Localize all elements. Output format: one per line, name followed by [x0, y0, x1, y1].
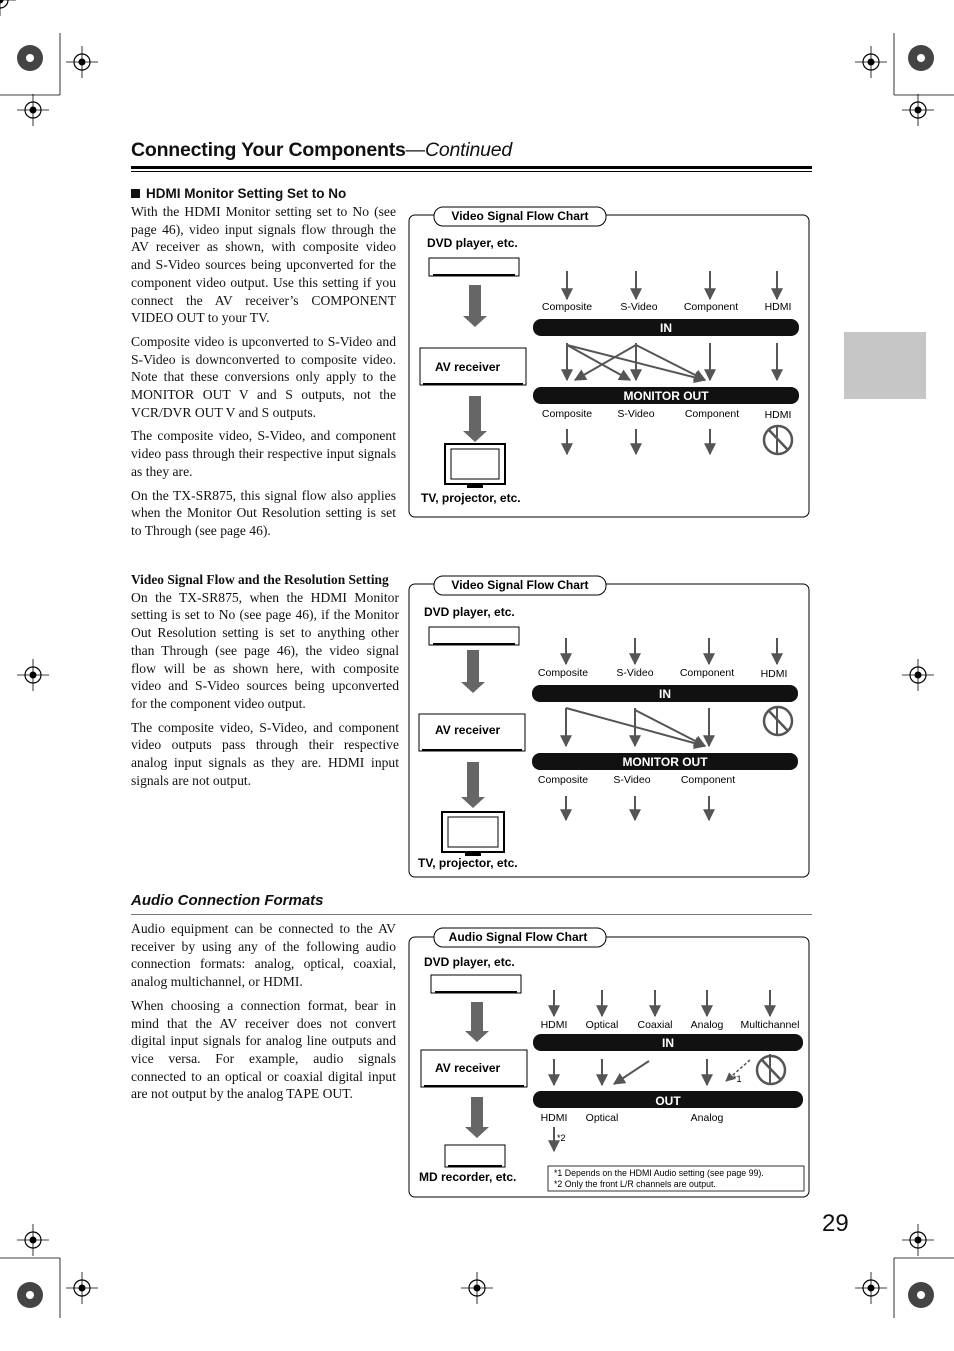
- video-flow-chart-1: [405, 203, 815, 521]
- in-label: Multichannel: [740, 1019, 800, 1031]
- down-arrow-icon: [465, 1002, 489, 1042]
- dvd-player-icon: [429, 627, 519, 645]
- in-label: S-Video: [616, 667, 654, 679]
- prohibited-icon: [757, 1054, 785, 1084]
- in-label: HDMI: [760, 668, 788, 680]
- out-label: Component: [680, 774, 736, 786]
- source-label: DVD player, etc.: [424, 605, 515, 619]
- display-label: TV, projector, etc.: [421, 491, 521, 505]
- hdmi-section-body: [131, 203, 396, 546]
- out-label: HDMI: [540, 1112, 568, 1124]
- paragraph: When choosing a connection format, bear in mind that the AV receiver does not convert digital input signals for analog line outputs and vice versa. For example, audio signals connected to an optical or coaxial digital input are not output by the analog TAPE OUT.: [131, 997, 396, 1102]
- in-label: Composite: [541, 301, 593, 313]
- audio-section-rule: [131, 914, 812, 915]
- receiver-label: AV receiver: [435, 360, 501, 374]
- section-tab: [844, 332, 926, 399]
- out-label: Composite: [537, 774, 589, 786]
- footnote-mark: *2: [557, 1133, 566, 1143]
- in-label: S-Video: [620, 301, 658, 313]
- paragraph: On the TX-SR875, when the HDMI Monitor setting is set to No (see page 46), if the Monitor Out Resolution setting is set to anything other than Through (see page 46), the video signal flow will be as shown here, with composite video and S-Video sources being upconverted for the component video output.: [131, 589, 399, 711]
- chart-title: Video Signal Flow Chart: [451, 209, 589, 223]
- in-bar-label: IN: [659, 687, 671, 701]
- page-number: 29: [822, 1210, 849, 1237]
- resolution-section-heading: Video Signal Flow and the Resolution Setting: [131, 572, 389, 587]
- page-title: Connecting Your Components—Continued: [131, 139, 513, 161]
- in-bar-label: IN: [662, 1036, 674, 1050]
- paragraph: With the HDMI Monitor setting set to No (see page 46), video input signals flow through the AV receiver as shown, with composite video and S-Video sources being upconverted for the component video output. Use this setting if you connect the AV receiver’s COMPONENT VIDEO OUT to your TV.: [131, 204, 396, 326]
- receiver-label: AV receiver: [435, 1061, 501, 1075]
- paragraph: Composite video is upconverted to S-Video and S-Video is downconverted to composite video. Note that these conversions only apply to the MONITOR OUT V and S outputs, not the VCR/DVR OUT V and S outputs.: [131, 333, 396, 420]
- audio-section-title: Audio Connection Formats: [131, 892, 324, 909]
- video-flow-chart-2: [405, 572, 815, 882]
- audio-flow-chart: [405, 924, 815, 1202]
- footnote: *1 Depends on the HDMI Audio setting (see page 99).: [554, 1168, 764, 1178]
- in-bar-label: IN: [660, 321, 672, 335]
- footnote-mark: *1: [733, 1074, 742, 1084]
- in-label: Component: [679, 667, 735, 679]
- prohibited-icon: [764, 706, 792, 735]
- source-label: DVD player, etc.: [427, 236, 518, 250]
- down-arrow-icon: [465, 1097, 489, 1138]
- chart-title: Video Signal Flow Chart: [451, 578, 589, 592]
- recorder-label: MD recorder, etc.: [419, 1170, 517, 1184]
- out-label: Component: [684, 408, 740, 420]
- out-label: S-Video: [617, 408, 655, 420]
- resolution-section-body: [131, 571, 399, 795]
- down-arrow-icon: [463, 396, 487, 442]
- down-arrow-icon: [461, 762, 485, 808]
- audio-section-body: [131, 920, 396, 1109]
- dvd-player-icon: [431, 975, 521, 993]
- paragraph: The composite video, S-Video, and component video pass through their respective input signals as they are.: [131, 428, 396, 479]
- paragraph: Audio equipment can be connected to the AV receiver by using any of the following audio connection formats: analog, optical, coaxial, analog multichannel, or HDMI.: [131, 921, 396, 990]
- in-label: Coaxial: [637, 1019, 673, 1031]
- hdmi-section-heading: HDMI Monitor Setting Set to No: [131, 186, 346, 201]
- out-bar-label: MONITOR OUT: [622, 755, 708, 769]
- in-label: Component: [683, 301, 739, 313]
- out-bar-label: OUT: [655, 1094, 681, 1108]
- paragraph: The composite video, S-Video, and component video outputs pass through their respective analog input signals as they are. HDMI input signals are not output.: [131, 719, 399, 788]
- paragraph: On the TX-SR875, this signal flow also applies when the Monitor Out Resolution setting is set to Through (see page 46).: [131, 487, 396, 538]
- receiver-label: AV receiver: [435, 723, 501, 737]
- out-bar-label: MONITOR OUT: [623, 389, 709, 403]
- out-label: Optical: [585, 1112, 619, 1124]
- header-rule: [131, 166, 812, 169]
- source-label: DVD player, etc.: [424, 955, 515, 969]
- in-label: HDMI: [764, 301, 792, 313]
- in-label: Analog: [690, 1019, 724, 1031]
- chart-title: Audio Signal Flow Chart: [448, 930, 588, 944]
- down-arrow-icon: [463, 285, 487, 327]
- dvd-player-icon: [429, 258, 519, 276]
- in-label: HDMI: [540, 1019, 568, 1031]
- header-rule-thin: [131, 171, 812, 172]
- out-label: Composite: [541, 408, 593, 420]
- in-label: Composite: [537, 667, 589, 679]
- out-label: S-Video: [613, 774, 651, 786]
- prohibited-icon: [764, 425, 792, 454]
- out-label: Analog: [690, 1112, 724, 1124]
- md-recorder-icon: [445, 1145, 505, 1167]
- down-arrow-icon: [461, 650, 485, 693]
- display-label: TV, projector, etc.: [418, 856, 518, 870]
- out-label: HDMI: [764, 409, 792, 421]
- in-label: Optical: [585, 1019, 619, 1031]
- footnote: *2 Only the front L/R channels are output.: [554, 1179, 716, 1189]
